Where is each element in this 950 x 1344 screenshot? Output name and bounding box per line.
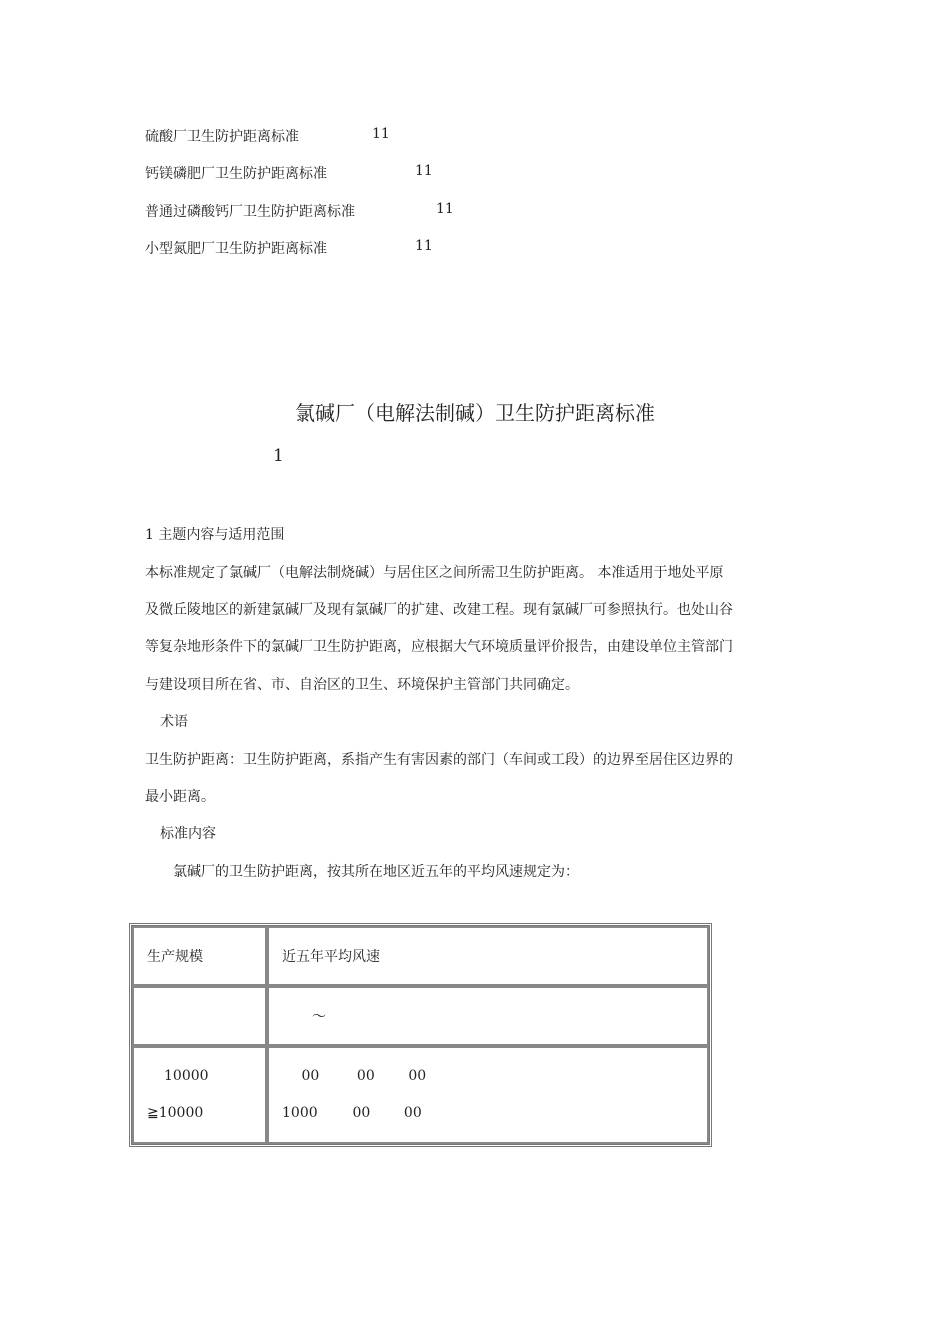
toc-item-label: 硫酸厂卫生防护距离标准 [145,129,299,145]
document-title: 氯碱厂（电解法制碱）卫生防护距离标准 [295,401,655,425]
distance-value: 00 [403,1105,422,1121]
toc-item-page: 11 [415,238,433,254]
distance-value: 00 [352,1105,371,1121]
table-cell [267,986,709,1046]
distance-table [129,923,712,1147]
value-line [282,1058,694,1095]
toc-item-label: 小型氮肥厂卫生防护距离标准 [145,241,327,257]
toc-item-page: 11 [372,126,390,142]
table-header-row [132,926,709,986]
distance-value: 00 [356,1068,375,1084]
scale-value: 10000 [164,1068,209,1084]
toc-item-label: 普通过磷酸钙厂卫生防护距离标准 [145,204,355,220]
paragraph-line: 及微丘陵地区的新建氯碱厂及现有氯碱厂的扩建、改建工程。现有氯碱厂可参照执行。也处山谷 [145,602,733,618]
section-heading: 1 主题内容与适用范围 [145,527,285,543]
table-subheader-row [132,986,709,1046]
scale-value: ≧10000 [147,1105,204,1121]
table-cell [132,986,267,1046]
section-heading: 标准内容 [160,826,216,842]
value-line [282,1095,694,1132]
paragraph-line: 等复杂地形条件下的氯碱厂卫生防护距离，应根据大气环境质量评价报告，由建设单位主管部门 [145,639,733,655]
paragraph-line: 氯碱厂的卫生防护距离，按其所在地区近五年的平均风速规定为： [173,864,579,880]
table-cell [132,1046,267,1144]
page-number: 1 [273,446,284,466]
distance-value: 00 [408,1068,427,1084]
distance-value: 1000 [282,1105,318,1121]
toc-item-label: 钙镁磷肥厂卫生防护距离标准 [145,166,327,182]
table-row [132,1046,709,1144]
distance-value: 00 [301,1068,320,1084]
table-cell [267,1046,709,1144]
paragraph-line: 卫生防护距离：卫生防护距离，系指产生有害因素的部门（车间或工段）的边界至居住区边界的 [145,752,733,768]
section-heading: 术语 [160,714,188,730]
paragraph-line: 与建设项目所在省、市、自治区的卫生、环境保护主管部门共同确定。 [145,677,579,693]
toc-item-page: 11 [436,201,454,217]
table-header-cell: 生产规模 [132,926,267,986]
table-header-cell: 近五年平均风速 [267,926,709,986]
paragraph-line: 本标准规定了氯碱厂（电解法制烧碱）与居住区之间所需卫生防护距离。 本准适用于地处平原 [145,565,724,581]
paragraph-line: 最小距离。 [145,789,215,805]
range-tilde: ～ [312,1009,326,1025]
toc-item-page: 11 [415,163,433,179]
